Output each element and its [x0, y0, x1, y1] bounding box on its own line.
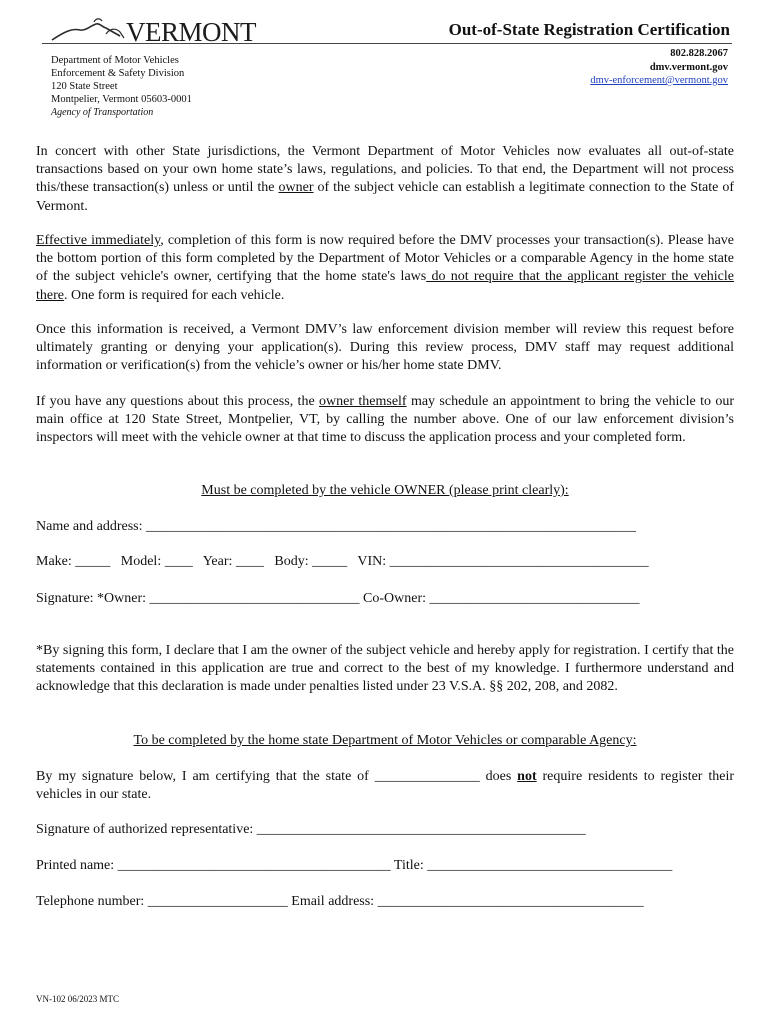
owner-signature-fields[interactable]: Signature: *Owner: ______________________________ Co-Owner: ______________________________ [36, 591, 640, 606]
text-span: , completion of this form is now required before the DMV processes your transaction(s). Please have the bottom portion of this form completed by the Department of Motor Vehicles or a comparable Agency in the home state of the subject vehicle's owner, certifying that the home state's laws [36, 233, 734, 285]
telephone-email-fields[interactable]: Telephone number: ____________________ Email address: ______________________________________ [36, 894, 644, 909]
logo-wordmark: VERMONT [126, 17, 256, 47]
review-paragraph: Once this information is received, a Vermont DMV’s law enforcement division member will review this request before ultimately granting or denying your application(s). During this review process, DMV staff may request additional information or verification(s) from the vehicle’s owner or his/her home state DMV. [36, 322, 734, 374]
owner-declaration: *By signing this form, I declare that I am the owner of the subject vehicle and hereby apply for registration. I certify that the statements contained in this application are true and correct to the best of my knowledge. I furthermore understand and acknowledge that this declaration is made under penalties listed under 23 V.S.A. §§ 202, 208, and 2082. [36, 643, 734, 695]
address-line: Enforcement & Safety Division [51, 68, 185, 79]
agency-section-heading [36, 732, 734, 750]
underlined-text: Effective immediately [36, 233, 161, 248]
form-number: VN-102 06/2023 MTC [36, 994, 119, 1004]
underlined-text: owner [278, 180, 314, 196]
vehicle-info-fields[interactable]: Make: _____ Model: ____ Year: ____ Body: _____ VIN: _____________________________________ [36, 554, 649, 569]
text-span: of the subject vehicle can establish a legitimate connection to the State of Vermont. [36, 180, 734, 214]
vermont-logo [50, 16, 265, 46]
contact-info [590, 47, 728, 88]
owner-section-heading [36, 482, 734, 500]
text-span: If you have any questions about this process, the [36, 394, 320, 409]
underlined-text: do not require that the applicant register the vehicle there [36, 269, 734, 303]
representative-signature-field[interactable]: Signature of authorized representative: _______________________________________________ [36, 822, 586, 837]
text-span: may schedule an appointment to bring the vehicle to our main office at 120 State Street, Montpelier, VT, by calling the number above. One of our law enforcement division’s inspectors will meet with the vehicle owner at that time to discuss the application process and your completed form. [36, 394, 734, 446]
name-address-field[interactable]: Name and address: ______________________________________________________________________ [36, 519, 637, 534]
state-certification[interactable] [36, 768, 734, 804]
emphasis-not: not [517, 769, 537, 784]
text-span: . One form is required for each vehicle. [63, 287, 285, 303]
department-address [51, 54, 192, 119]
agency-name: Agency of Transportation [51, 107, 154, 118]
underlined-text: To be completed by the home state Department of Motor Vehicles or comparable Agency: [133, 733, 637, 748]
text-span: By my signature below, I am certifying that the state of _______________ does [36, 769, 518, 784]
header-divider [42, 43, 732, 44]
questions-paragraph [36, 393, 734, 448]
document-title: Out-of-State Registration Certification [448, 20, 730, 39]
address-line: Montpelier, Vermont 05603-0001 [51, 94, 192, 105]
printed-name-title-fields[interactable]: Printed name: _______________________________________ Title: ___________________________________ [36, 858, 673, 873]
address-line: 120 State Street [51, 81, 118, 92]
requirement-paragraph [36, 232, 734, 305]
mountain-logo-icon [50, 16, 130, 46]
email-link[interactable]: dmv-enforcement@vermont.gov [590, 75, 728, 86]
underlined-text: Must be completed by the vehicle OWNER (please print clearly): [201, 483, 569, 498]
phone-number: 802.828.2067 [670, 48, 728, 59]
text-span: require residents to register their vehicles in our state. [36, 769, 734, 803]
address-line: Department of Motor Vehicles [51, 55, 179, 66]
website: dmv.vermont.gov [649, 61, 728, 73]
intro-paragraph [36, 143, 734, 216]
underlined-text: owner themself [319, 394, 407, 409]
text-span: In concert with other State jurisdictions, the Vermont Department of Motor Vehicles now evaluates all out-of-state transactions based on your own home state’s laws, regulations, and policies. To that end, the Department will not process this/these transaction(s) unless or until the [36, 144, 734, 196]
